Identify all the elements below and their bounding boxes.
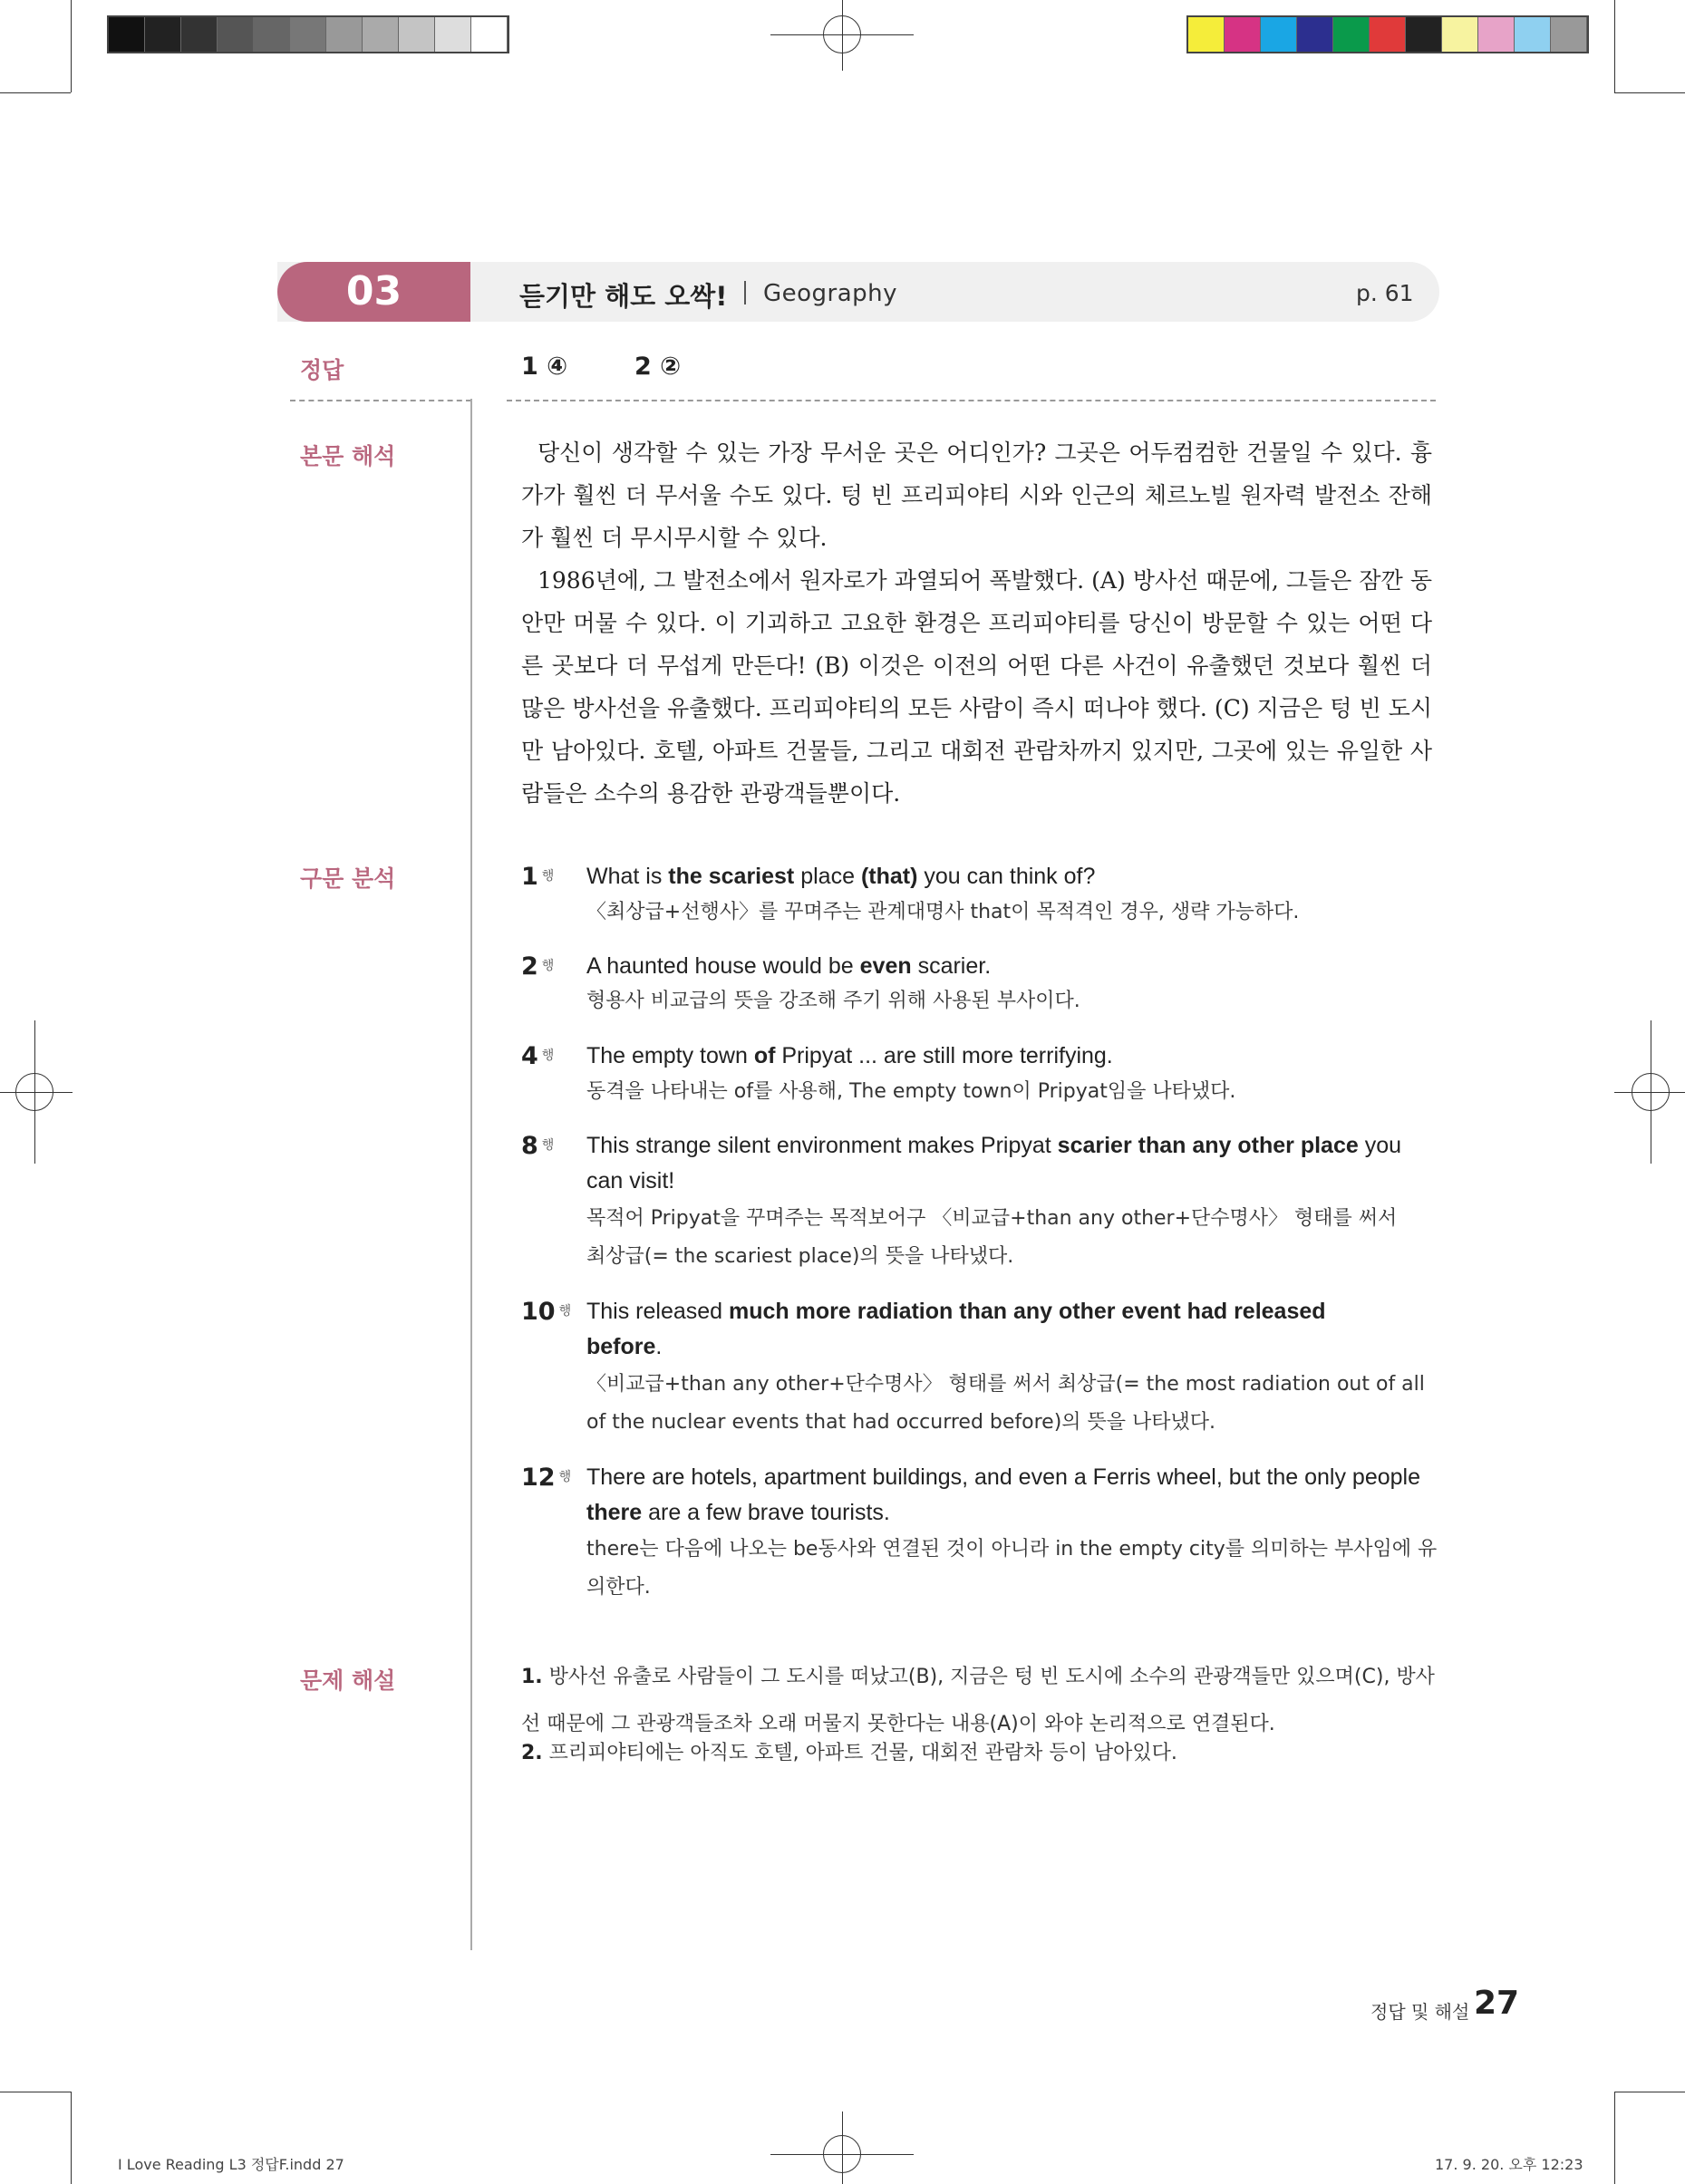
- footer-label: 정답 및 해설: [1370, 2001, 1470, 2023]
- crop-mark: [1614, 0, 1615, 92]
- explanation-item: 2. 프리피야티에는 아직도 호텔, 아파트 건물, 대회전 관람차 등이 남아있다.: [521, 1742, 1177, 1764]
- answer-2: 2 ②: [634, 353, 682, 381]
- line-number: 10 $^행$: [521, 1298, 572, 1326]
- line-number: 1 $^행$: [521, 863, 555, 891]
- grammar-note: 형용사 비교급의 뜻을 강조해 주기 위해 사용된 부사이다.: [586, 990, 1080, 1012]
- explanation-item: 1. 방사선 유출로 사람들이 그 도시를 떠났고(B), 지금은 텅 빈 도시에 소수의 관광객들만 있으며(C), 방사선 때문에 그 관광객들조차 오래 머물지 못한다는 내용(A)이 와야 논리적으로 연결된다.: [521, 1666, 1435, 1735]
- line-number: 2 $^행$: [521, 952, 555, 981]
- color-bar: [1186, 15, 1589, 53]
- grammar-note: 목적어 Pripyat을 꾸며주는 목적보어구 〈비교급+than any other+단수명사〉 형태를 써서 최상급(= the scariest place)의 뜻을 나타냈다.: [586, 1207, 1398, 1268]
- crop-mark: [1614, 2092, 1615, 2184]
- explanation-label: 문제 해설: [300, 1667, 396, 1694]
- page-number: 27: [1474, 1985, 1520, 2022]
- grammar-note: there는 다음에 나오는 be동사와 연결된 것이 아니라 in the empty city를 의미하는 부사임에 유의한다.: [586, 1538, 1438, 1599]
- print-timestamp: 17. 9. 20. 오후 12:23: [1435, 2156, 1583, 2173]
- translation-label: 본문 해석: [300, 443, 396, 469]
- file-slug: I Love Reading L3 정답F.indd 27: [118, 2156, 344, 2173]
- registration-mark: [842, 0, 843, 71]
- translation-paragraph: 1986년에, 그 발전소에서 원자로가 과열되어 폭발했다. (A) 방사선 때문에, 그들은 잠깐 동안만 머물 수 있다. 이 기괴하고 고요한 환경은 프리피야티를 당신이 방문할 수 있는 어떤 다른 곳보다 더 무섭게 만든다! (B) 이것은 이전의 어떤 다른 사건이 유출했던 것보다 훨씬 더 많은 방사선을 유출했다. 프리피야티의 모든 사람이 즉시 떠나야 했다. (C) 지금은 텅 빈 도시만 남아있다. 호텔, 아파트 건물들, 그리고 대회전 관람차까지 있지만, 그곳에 있는 유일한 사람들은 소수의 용감한 관광객들뿐이다.: [521, 567, 1432, 807]
- section-subject: Geography: [763, 280, 898, 307]
- registration-mark: [842, 2112, 843, 2184]
- example-sentence: This released much more radiation than any other event had released before.: [586, 1299, 1326, 1359]
- line-number: 12 $^행$: [521, 1464, 572, 1492]
- title-divider: [744, 281, 746, 304]
- answer-divider: [507, 400, 1436, 401]
- answer-label: 정답: [300, 357, 344, 383]
- translation-text: [521, 431, 1432, 815]
- line-number: 8 $^행$: [521, 1132, 555, 1160]
- example-sentence: This strange silent environment makes Pripyat scarier than any other place you can visit!: [586, 1133, 1402, 1193]
- page-reference: p. 61: [1356, 280, 1414, 306]
- translation-paragraph: 당신이 생각할 수 있는 가장 무서운 곳은 어디인가? 그곳은 어두컴컴한 건물일 수 있다. 흉가가 훨씬 더 무서울 수도 있다. 텅 빈 프리피야티 시와 인근의 체르노빌 원자력 발전소 잔해가 훨씬 더 무시무시할 수 있다.: [521, 440, 1432, 551]
- registration-mark: [0, 1092, 73, 1093]
- grayscale-bar: [107, 15, 509, 53]
- grammar-note: 동격을 나타내는 of를 사용해, The empty town이 Pripyat임을 나타냈다.: [586, 1080, 1236, 1103]
- registration-mark: [34, 1020, 35, 1164]
- structure-label: 구문 분석: [300, 865, 396, 892]
- crop-mark: [0, 92, 71, 93]
- grammar-note: 〈비교급+than any other+단수명사〉 형태를 써서 최상급(= the most radiation out of all of the nuclear events that had occurred before)의 뜻을 나타냈다.: [586, 1373, 1425, 1434]
- example-sentence: The empty town of Pripyat ... are still more terrifying.: [586, 1043, 1113, 1068]
- crop-mark: [71, 2092, 72, 2184]
- answer-1: 1 ④: [521, 353, 568, 381]
- crop-mark: [71, 0, 72, 92]
- label-divider: [290, 400, 471, 401]
- grammar-note: 〈최상급+선행사〉를 꾸며주는 관계대명사 that이 목적격인 경우, 생략 가능하다.: [586, 901, 1300, 923]
- example-sentence: A haunted house would be even scarier.: [586, 953, 992, 979]
- example-sentence: There are hotels, apartment buildings, and even a Ferris wheel, but the only people there are a few brave tourists.: [586, 1464, 1420, 1525]
- section-number: 03: [277, 262, 470, 322]
- section-title: 듣기만 해도 오싹!: [519, 281, 728, 312]
- line-number: 4 $^행$: [521, 1042, 555, 1070]
- example-sentence: What is the scariest place (that) you can think of?: [586, 864, 1096, 889]
- registration-mark: [1614, 1092, 1685, 1093]
- column-divider: [470, 399, 472, 1950]
- crop-mark: [1614, 92, 1685, 93]
